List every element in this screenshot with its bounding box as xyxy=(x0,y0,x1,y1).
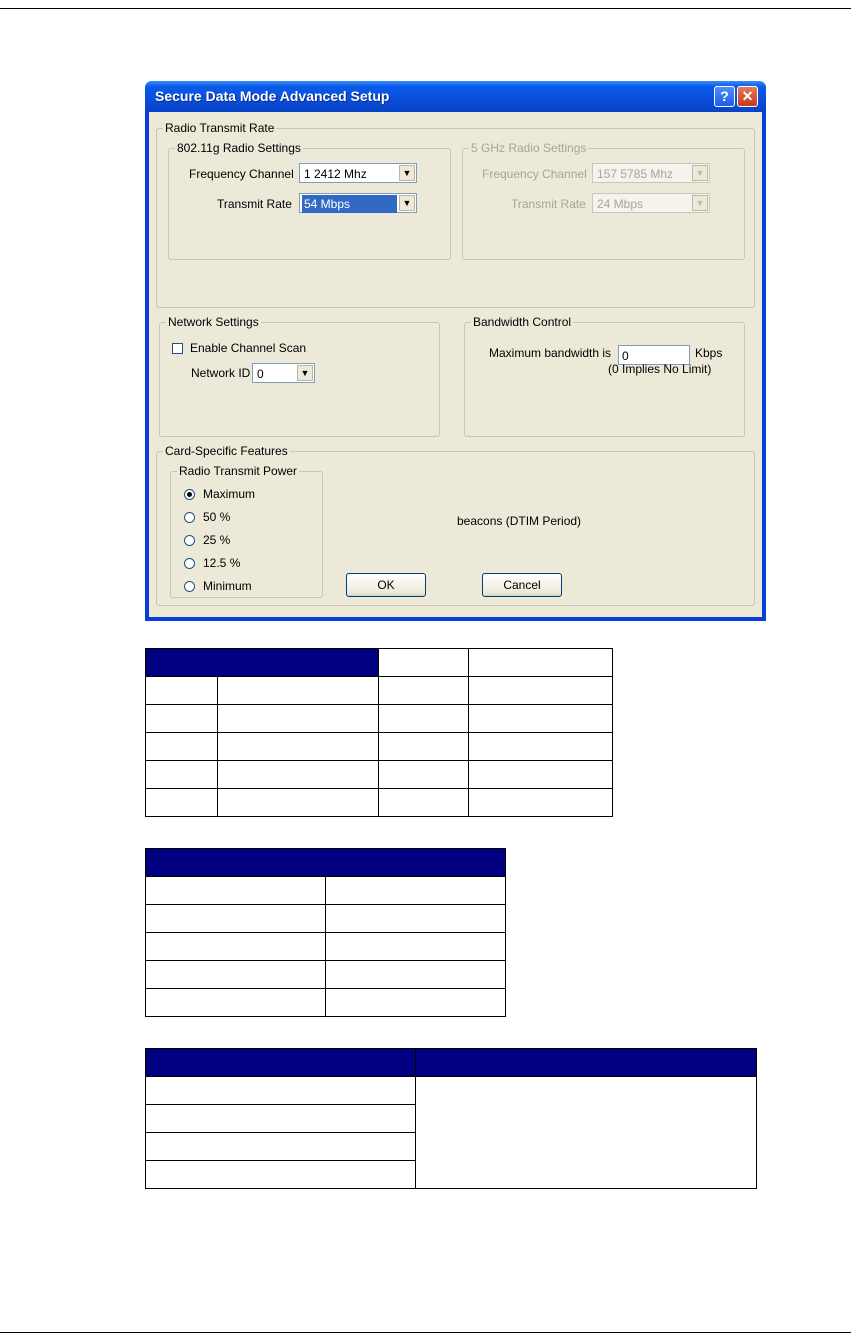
table-cell xyxy=(379,761,469,789)
radio-transmit-rate-group xyxy=(156,121,755,308)
table-cell xyxy=(146,1133,416,1161)
table-cell xyxy=(326,989,506,1017)
card-specific-features-legend: Card-Specific Features xyxy=(165,444,288,458)
ok-button[interactable]: OK xyxy=(346,573,426,597)
table-cell xyxy=(326,877,506,905)
table-cell xyxy=(146,1077,416,1105)
power-25-label[interactable]: 25 % xyxy=(203,533,231,547)
enable-channel-scan-label[interactable]: Enable Channel Scan xyxy=(190,341,307,355)
table-header-cell xyxy=(146,649,379,677)
table-cell xyxy=(146,933,326,961)
chevron-down-icon: ▼ xyxy=(692,195,708,211)
table-row xyxy=(146,649,613,677)
table-cell xyxy=(379,677,469,705)
power-minimum-label[interactable]: Minimum xyxy=(203,579,252,593)
g-radio-settings-group xyxy=(168,141,451,260)
table-cell xyxy=(469,733,613,761)
max-bandwidth-label: Maximum bandwidth is xyxy=(489,346,612,360)
table-row xyxy=(146,789,613,817)
frequency-channel-value: 1 2412 Mhz xyxy=(304,167,367,181)
table-cell xyxy=(469,705,613,733)
table-cell xyxy=(218,789,379,817)
power-maximum-label[interactable]: Maximum xyxy=(203,487,256,501)
card-specific-features-group xyxy=(156,444,755,606)
table-row xyxy=(146,705,613,733)
table-row xyxy=(146,933,506,961)
table-cell xyxy=(146,677,218,705)
table-row xyxy=(146,1049,757,1077)
close-button[interactable]: ✕ xyxy=(737,86,758,107)
table-row xyxy=(146,877,506,905)
chevron-down-icon: ▼ xyxy=(692,165,708,181)
table-row xyxy=(146,989,506,1017)
enable-channel-scan-checkbox[interactable] xyxy=(172,343,183,354)
transmit-rate-value: 54 Mbps xyxy=(302,195,397,213)
table-header-cell xyxy=(146,1049,416,1077)
network-settings-legend: Network Settings xyxy=(168,315,259,329)
transmit-rate-label: Transmit Rate xyxy=(217,197,292,211)
table-row xyxy=(146,761,613,789)
table-row xyxy=(146,733,613,761)
table-row xyxy=(146,961,506,989)
table-cell xyxy=(379,649,469,677)
table-cell xyxy=(379,705,469,733)
table-cell xyxy=(146,761,218,789)
5ghz-transmit-rate-value: 24 Mbps xyxy=(597,197,644,211)
table-cell xyxy=(379,733,469,761)
power-minimum-radio[interactable] xyxy=(184,581,195,592)
table-cell xyxy=(146,733,218,761)
network-id-value: 0 xyxy=(257,367,264,381)
table-row xyxy=(146,849,506,877)
power-50-radio[interactable] xyxy=(184,512,195,523)
table-cell xyxy=(469,677,613,705)
power-25-radio[interactable] xyxy=(184,535,195,546)
bandwidth-control-legend: Bandwidth Control xyxy=(473,315,572,329)
table-cell xyxy=(326,933,506,961)
5ghz-frequency-channel-select xyxy=(592,163,710,183)
table-cell xyxy=(469,649,613,677)
title-bar[interactable] xyxy=(145,81,766,112)
table-cell xyxy=(326,905,506,933)
table-cell xyxy=(146,905,326,933)
table-cell xyxy=(218,705,379,733)
table-cell xyxy=(146,1105,416,1133)
power-50-label[interactable]: 50 % xyxy=(203,510,231,524)
radio-transmit-power-group xyxy=(170,464,323,598)
table-cell xyxy=(379,789,469,817)
table-row xyxy=(146,677,613,705)
table-cell xyxy=(218,677,379,705)
g-radio-settings-legend: 802.11g Radio Settings xyxy=(177,141,301,155)
power-maximum-radio[interactable] xyxy=(184,489,195,500)
help-button[interactable]: ? xyxy=(714,86,735,107)
advanced-setup-dialog xyxy=(145,81,766,621)
table-cell xyxy=(146,1161,416,1189)
bandwidth-control-group xyxy=(464,315,745,437)
table-cell xyxy=(146,705,218,733)
frequency-channel-label: Frequency Channel xyxy=(189,167,294,181)
top-rule xyxy=(0,8,851,9)
5ghz-radio-settings-legend: 5 GHz Radio Settings xyxy=(471,141,587,155)
table-cell xyxy=(326,961,506,989)
feature-table xyxy=(145,1048,757,1189)
table-cell xyxy=(218,761,379,789)
max-bandwidth-value: 0 xyxy=(622,349,629,363)
beacons-dtim-label: beacons (DTIM Period) xyxy=(457,514,582,528)
settings-table xyxy=(145,848,506,1017)
table-cell xyxy=(146,877,326,905)
5ghz-transmit-rate-label: Transmit Rate xyxy=(511,197,586,211)
chevron-down-icon[interactable]: ▼ xyxy=(399,165,415,181)
network-id-label: Network ID xyxy=(191,366,251,380)
rate-table xyxy=(145,648,613,817)
table-row xyxy=(146,905,506,933)
network-settings-group xyxy=(159,315,440,437)
dialog-body xyxy=(149,112,762,617)
5ghz-transmit-rate-select xyxy=(592,193,710,213)
table-cell xyxy=(416,1077,757,1189)
network-id-select[interactable] xyxy=(252,363,315,383)
5ghz-frequency-channel-label: Frequency Channel xyxy=(482,167,587,181)
5ghz-radio-settings-group xyxy=(462,141,745,260)
cancel-button[interactable]: Cancel xyxy=(482,573,562,597)
transmit-rate-select[interactable] xyxy=(299,193,417,213)
no-limit-note: (0 Implies No Limit) xyxy=(608,362,712,376)
table-header-cell xyxy=(146,849,506,877)
table-header-cell xyxy=(416,1049,757,1077)
table-cell xyxy=(146,989,326,1017)
table-cell xyxy=(146,789,218,817)
dialog-title: Secure Data Mode Advanced Setup xyxy=(155,88,390,104)
table-cell xyxy=(469,789,613,817)
bottom-rule xyxy=(0,1332,851,1333)
kbps-unit-label: Kbps xyxy=(695,346,723,360)
radio-transmit-power-legend: Radio Transmit Power xyxy=(179,464,298,478)
table-cell xyxy=(469,761,613,789)
table-row xyxy=(146,1077,757,1105)
frequency-channel-select[interactable] xyxy=(299,163,417,183)
radio-transmit-rate-legend: Radio Transmit Rate xyxy=(165,121,275,135)
power-12-5-radio[interactable] xyxy=(184,558,195,569)
chevron-down-icon[interactable]: ▼ xyxy=(297,365,313,381)
chevron-down-icon[interactable]: ▼ xyxy=(399,195,415,211)
table-cell xyxy=(218,733,379,761)
power-12-5-label[interactable]: 12.5 % xyxy=(203,556,241,570)
5ghz-frequency-channel-value: 157 5785 Mhz xyxy=(597,167,674,181)
table-cell xyxy=(146,961,326,989)
